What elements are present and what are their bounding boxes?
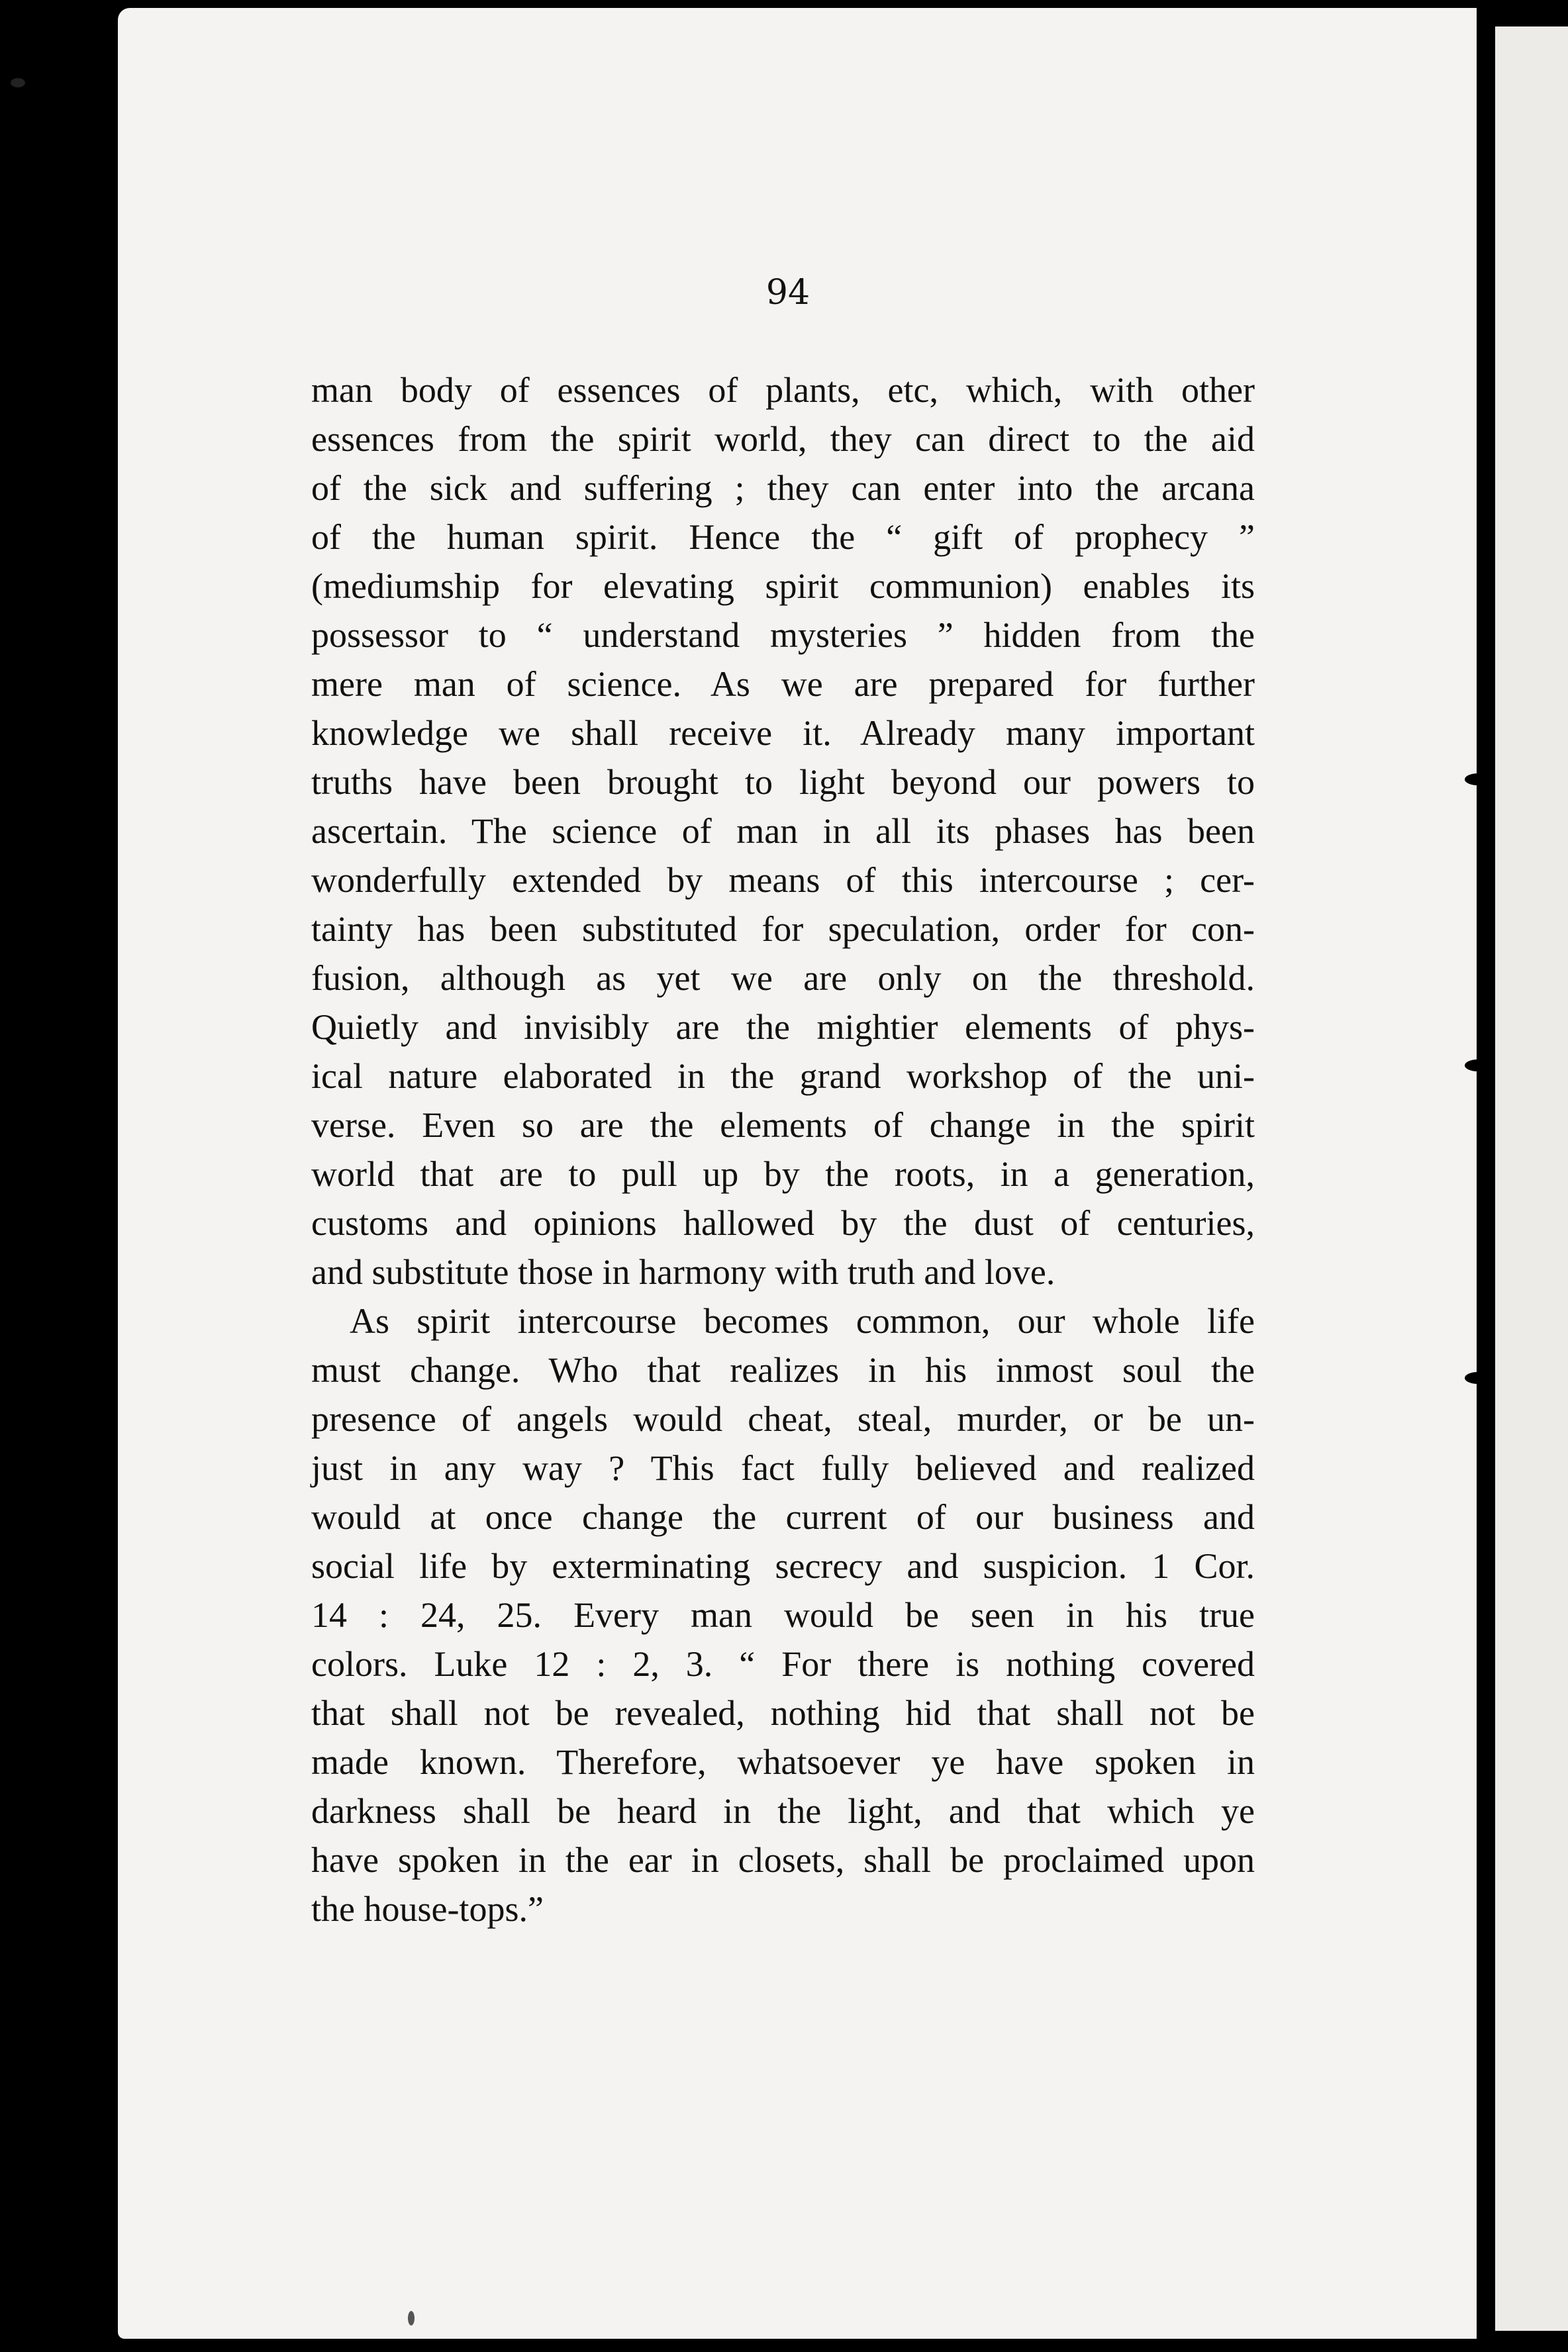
text-line: world that are to pull up by the roots, in a generation, — [311, 1154, 1255, 1194]
text-line: knowledge we shall receive it. Already many important — [311, 713, 1255, 753]
text-line: man body of essences of plants, etc, which, with other — [311, 370, 1255, 410]
text-line: must change. Who that realizes in his inmost soul the — [311, 1350, 1255, 1390]
text-line: and substitute those in harmony with truth and love. — [311, 1252, 1055, 1292]
text-line: would at once change the current of our business and — [311, 1497, 1255, 1537]
text-line: that shall not be revealed, nothing hid that shall not be — [311, 1693, 1255, 1733]
text-line: darkness shall be heard in the light, and that which ye — [311, 1791, 1255, 1831]
text-line: social life by exterminating secrecy and suspicion. 1 Cor. — [311, 1546, 1255, 1586]
text-line: of the sick and suffering ; they can enter into the arcana — [311, 468, 1255, 508]
text-line: 14 : 24, 25. Every man would be seen in his true — [311, 1595, 1255, 1635]
text-line: As spirit intercourse becomes common, our whole life — [350, 1301, 1255, 1341]
text-line: essences from the spirit world, they can direct to the aid — [311, 419, 1255, 459]
body-text — [311, 366, 1255, 1934]
gutter-notch — [1465, 1372, 1491, 1384]
text-line: customs and opinions hallowed by the dust of centuries, — [311, 1203, 1255, 1243]
text-line: have spoken in the ear in closets, shall be proclaimed upon — [311, 1840, 1255, 1880]
text-line: made known. Therefore, whatsoever ye have spoken in — [311, 1742, 1255, 1782]
text-line: possessor to “ understand mysteries ” hidden from the — [311, 615, 1255, 655]
gutter-notch — [1465, 773, 1491, 785]
text-line: fusion, although as yet we are only on the threshold. — [311, 958, 1255, 998]
margin-mark — [408, 2311, 415, 2326]
text-line: presence of angels would cheat, steal, murder, or be un- — [311, 1399, 1255, 1439]
facing-page-edge — [1495, 26, 1568, 2331]
text-line: Quietly and invisibly are the mightier elements of phys- — [311, 1007, 1255, 1047]
paragraph — [311, 366, 1255, 1297]
paragraph — [311, 1297, 1255, 1934]
text-line: mere man of science. As we are prepared for further — [311, 664, 1255, 704]
text-line: ical nature elaborated in the grand workshop of the uni- — [311, 1056, 1255, 1096]
text-line: colors. Luke 12 : 2, 3. “ For there is nothing covered — [311, 1644, 1255, 1684]
text-line: truths have been brought to light beyond our powers to — [311, 762, 1255, 802]
text-line: ascertain. The science of man in all its phases has been — [311, 811, 1255, 851]
text-line: tainty has been substituted for speculation, order for con- — [311, 909, 1255, 949]
text-line: the house-tops.” — [311, 1889, 544, 1929]
text-line: wonderfully extended by means of this intercourse ; cer- — [311, 860, 1255, 900]
text-line: just in any way ? This fact fully believed and realized — [311, 1448, 1255, 1488]
text-line: verse. Even so are the elements of change in the spirit — [311, 1105, 1255, 1145]
text-line: (mediumship for elevating spirit communion) enables its — [311, 566, 1255, 606]
page-number: 94 — [765, 273, 810, 313]
margin-mark — [11, 78, 25, 87]
text-line: of the human spirit. Hence the “ gift of prophecy ” — [311, 517, 1255, 557]
binding-gutter — [1477, 0, 1495, 2352]
gutter-notch — [1465, 1059, 1491, 1071]
